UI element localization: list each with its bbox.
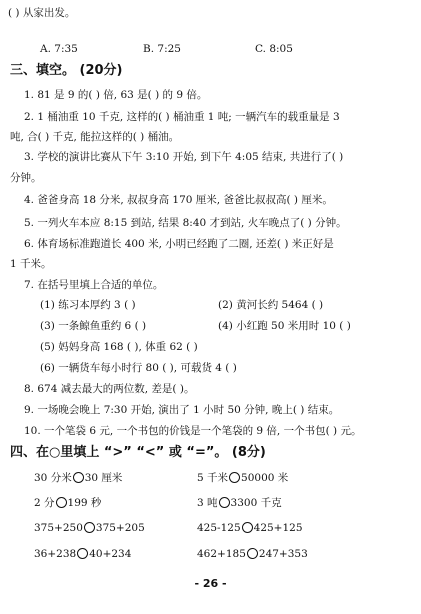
compare-7 — [34, 548, 131, 560]
q7: 7. 在括号里填上合适的单位。 — [24, 279, 164, 291]
compare-right: 50000 米 — [241, 472, 289, 484]
q7-item-6: (6) 一辆货车每小时行 80 ( ), 可载货 4 ( ) — [40, 362, 237, 374]
compare-right: 30 厘米 — [84, 472, 123, 484]
q4: 4. 爸爸身高 18 分米, 叔叔身高 170 厘米, 爸爸比叔叔高( ) 厘米。 — [24, 194, 333, 206]
compare-right: 40+234 — [89, 548, 132, 560]
answer-circle[interactable] — [219, 497, 230, 508]
compare-right: 375+205 — [95, 522, 145, 534]
option-a: A. 7:35 — [40, 43, 78, 55]
compare-8 — [197, 548, 308, 560]
q7-item-3: (3) 一条鲸鱼重约 6 ( ) — [40, 320, 147, 332]
compare-right: 425+125 — [253, 522, 303, 534]
q6-line1: 6. 体育场标准跑道长 400 米, 小明已经跑了二圈, 还差( ) 米正好是 — [24, 238, 334, 250]
compare-left: 3 吨 — [197, 497, 218, 509]
compare-4 — [197, 497, 282, 509]
page-number: - 26 - — [194, 577, 227, 590]
compare-left: 375+250 — [34, 522, 83, 534]
compare-left: 425-125 — [197, 522, 241, 534]
q7-item-4: (4) 小红跑 50 米用时 10 ( ) — [218, 320, 351, 332]
answer-circle[interactable] — [73, 472, 84, 483]
answer-circle[interactable] — [247, 548, 258, 559]
compare-left: 30 分米 — [34, 472, 72, 484]
compare-6 — [197, 522, 303, 534]
compare-left: 462+185 — [197, 548, 246, 560]
question-tail: ( ) 从家出发。 — [8, 7, 76, 19]
compare-1 — [34, 472, 122, 484]
compare-left: 5 千米 — [197, 472, 229, 484]
q10: 10. 一个笔袋 6 元, 一个书包的价钱是一个笔袋的 9 倍, 一个书包( ) 元。 — [24, 425, 362, 437]
option-c: C. 8:05 — [255, 43, 293, 55]
q6-line2: 1 千米。 — [10, 258, 52, 270]
q7-item-1: (1) 练习本厚约 3 ( ) — [40, 299, 136, 311]
section-4-title: 四、在○里填上 “>” “<” 或 “=”。 (8分) — [10, 445, 266, 460]
answer-circle[interactable] — [84, 522, 95, 533]
compare-3 — [34, 497, 101, 509]
q8: 8. 674 减去最大的两位数, 差是( )。 — [24, 383, 195, 395]
compare-left: 2 分 — [34, 497, 55, 509]
compare-5 — [34, 522, 145, 534]
q3-line1: 3. 学校的演讲比赛从下午 3:10 开始, 到下午 4:05 结束, 共进行了( ) — [24, 151, 344, 163]
q9: 9. 一场晚会晚上 7:30 开始, 演出了 1 小时 50 分钟, 晚上( ) 结束。 — [24, 404, 340, 416]
answer-circle[interactable] — [77, 548, 88, 559]
section-3-title: 三、填空。 (20分) — [10, 63, 123, 78]
q7-item-2: (2) 黄河长约 5464 ( ) — [218, 299, 324, 311]
compare-2 — [197, 472, 288, 484]
compare-right: 3300 千克 — [230, 497, 282, 509]
compare-right: 199 秒 — [67, 497, 102, 509]
q2-line1: 2. 1 桶油重 10 千克, 这样的( ) 桶油重 1 吨; 一辆汽车的载重量是 3 — [24, 111, 340, 123]
q2-line2: 吨, 合( ) 千克, 能拉这样的( ) 桶油。 — [10, 131, 180, 143]
answer-circle[interactable] — [56, 497, 67, 508]
q7-item-5: (5) 妈妈身高 168 ( ), 体重 62 ( ) — [40, 341, 198, 353]
compare-left: 36+238 — [34, 548, 77, 560]
compare-right: 247+353 — [258, 548, 308, 560]
answer-circle[interactable] — [242, 522, 253, 533]
q1: 1. 81 是 9 的( ) 倍, 63 是( ) 的 9 倍。 — [24, 89, 208, 101]
option-b: B. 7:25 — [143, 43, 181, 55]
q3-line2: 分钟。 — [10, 172, 42, 184]
answer-circle[interactable] — [229, 472, 240, 483]
q5: 5. 一列火车本应 8:15 到站, 结果 8:40 才到站, 火车晚点了( ) 分钟。 — [24, 217, 347, 229]
